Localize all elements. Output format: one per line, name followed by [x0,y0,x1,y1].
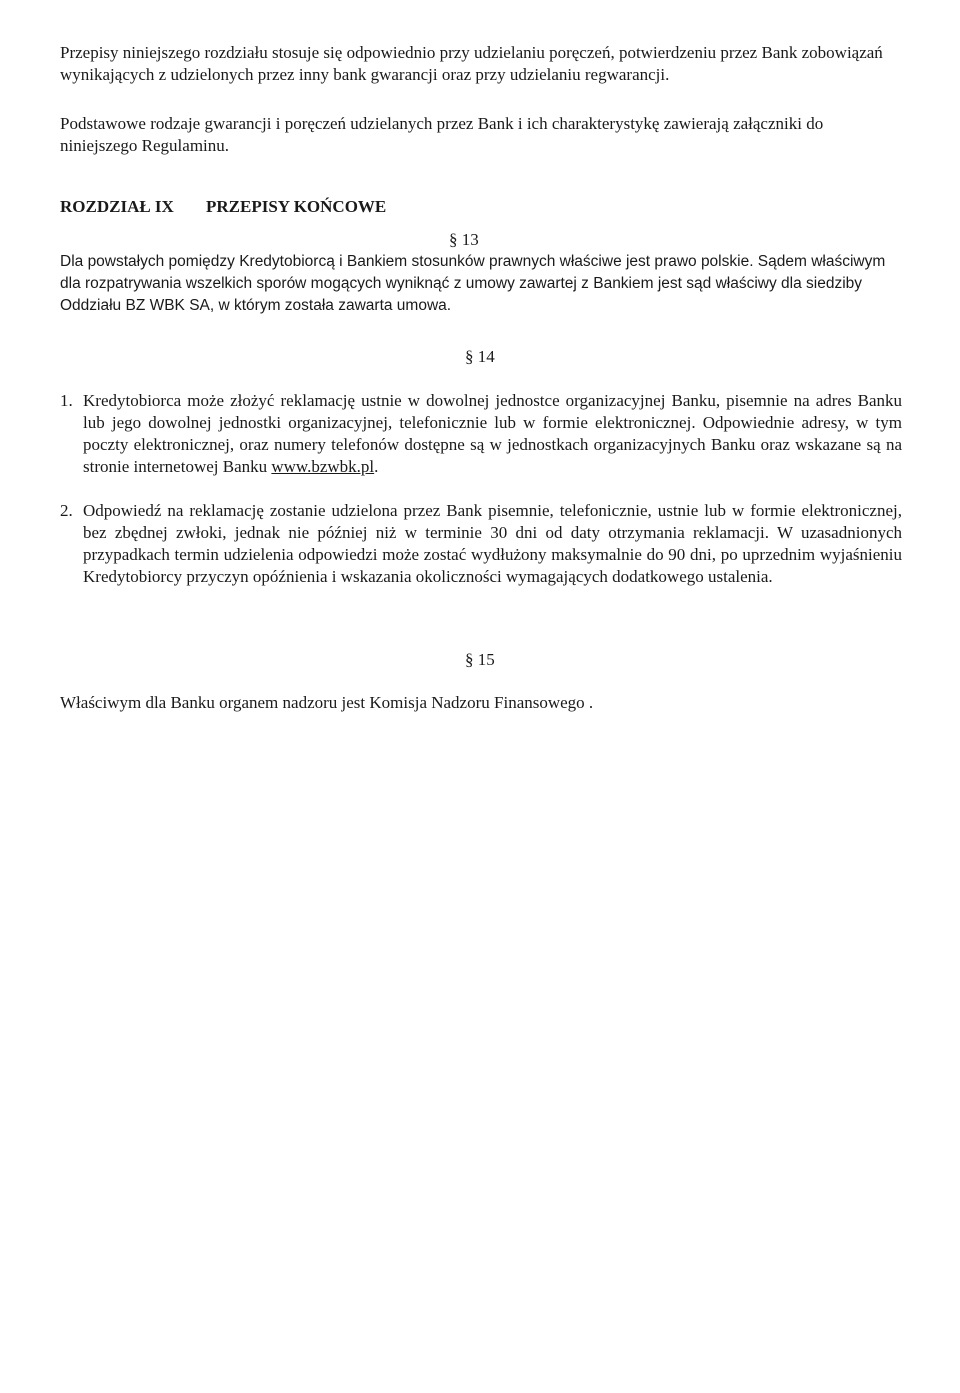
intro-paragraph-2: Podstawowe rodzaje gwarancji i poręczeń udzielanych przez Bank i ich charakterystykę zawierają załączniki do niniejszego Regulaminu. [60,114,824,155]
bank-website-link[interactable]: www.bzwbk.pl [271,457,375,476]
section-13-text: Dla powstałych pomiędzy Kredytobiorcą i Bankiem stosunków prawnych właściwe jest prawo polskie. Sądem właściwym dla rozpatrywania wszelkich sporów mogących wyniknąć z umowy zawartej z Bankiem jest sąd właściwy dla siedziby Oddziału BZ WBK SA, w którym została zawarta umowa. [60,253,886,314]
chapter-heading [60,196,386,218]
item-text: Kredytobiorca może złożyć reklamację ustnie w dowolnej jednostce organizacyjnej Banku, pisemnie na adres Banku lub jego dowolnej jednostki organizacyjnej, telefonicznie lub w formie elektronicznej. Odpowiednie adresy, w tym poczty elektronicznej, oraz numery telefonów dostępne są w jednostkach organizacyjnych Banku oraz wskazane są na stronie internetowej Banku [83,391,902,476]
chapter-number: ROZDZIAŁ IX [60,197,174,216]
section-15-text: Właściwym dla Banku organem nadzoru jest Komisja Nadzoru Finansowego . [60,693,594,712]
item-text-tail: . [374,457,379,476]
section-14-sign: § 14 [465,347,495,366]
intro-paragraph-1: Przepisy niniejszego rozdziału stosuje się odpowiednio przy udzielaniu poręczeń, potwierdzeniu przez Bank zobowiązań wynikających z udzielonych przez inny bank gwarancji oraz przy udzielaniu regwarancji. [60,43,883,84]
section-15-sign: § 15 [465,650,495,669]
item-marker: 1. [60,391,73,410]
section-13-sign: § 13 [449,230,479,249]
item-body [83,390,902,478]
section-14-item-2 [60,500,902,588]
item-marker: 2. [60,501,73,520]
item-body: Odpowiedź na reklamację zostanie udzielona przez Bank pisemnie, telefonicznie, ustnie lub w formie elektronicznej, bez zbędnej zwłoki, jednak nie później niż w terminie 30 dni od daty otrzymania reklamacji. W uzasadnionych przypadkach termin udzielenia odpowiedzi może zostać wydłużony maksymalnie do 90 dni, po uprzednim wyjaśnieniu Kredytobiorcy przyczyn opóźnienia i wskazania okoliczności wymagających dodatkowego ustalenia. [83,501,902,586]
chapter-title: PRZEPISY KOŃCOWE [206,197,387,216]
section-14-item-1 [60,390,902,478]
